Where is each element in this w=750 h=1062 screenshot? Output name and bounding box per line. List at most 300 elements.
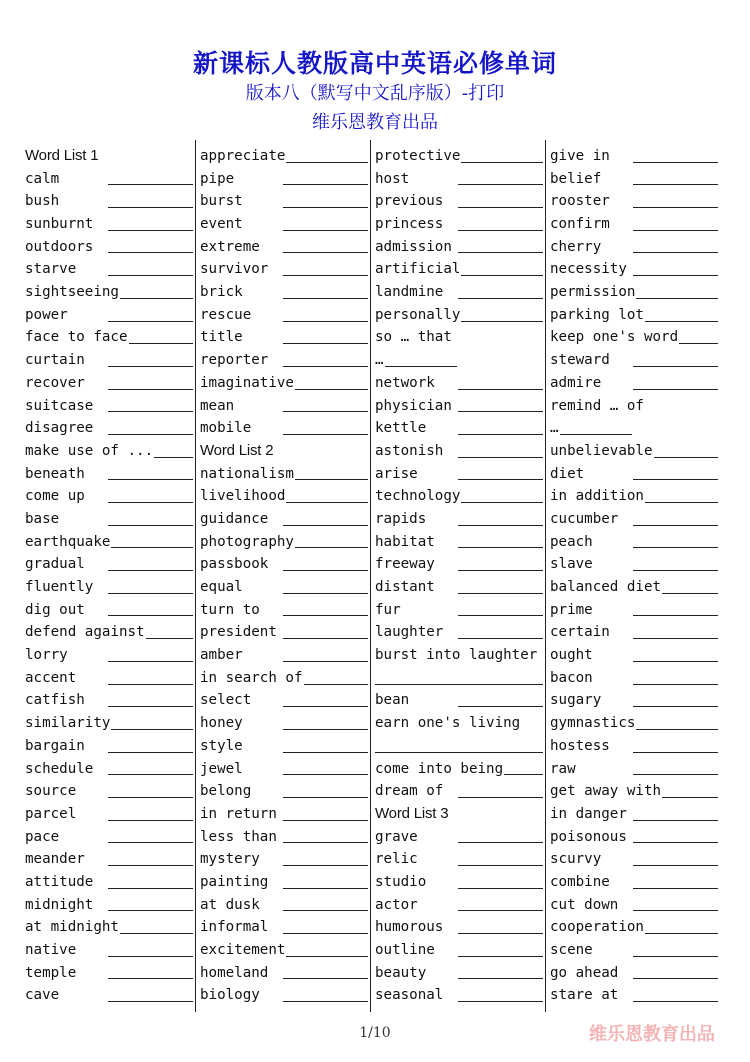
answer-blank[interactable]: [458, 547, 543, 548]
answer-blank[interactable]: [458, 434, 543, 435]
word-row: [550, 417, 718, 440]
answer-blank[interactable]: [461, 502, 543, 503]
word-row: [200, 735, 368, 758]
answer-blank[interactable]: [108, 615, 193, 616]
answer-blank[interactable]: [108, 593, 193, 594]
answer-blank[interactable]: [458, 230, 543, 231]
vocabulary-word: peach: [550, 533, 593, 550]
answer-blank[interactable]: [295, 547, 368, 548]
word-row: [550, 984, 718, 1007]
vocabulary-word: event: [200, 216, 243, 233]
word-row: [25, 644, 193, 667]
answer-blank[interactable]: [560, 434, 632, 435]
word-row: [550, 531, 718, 554]
answer-blank[interactable]: [458, 593, 543, 594]
answer-blank[interactable]: [633, 684, 718, 685]
vocabulary-word: protective: [375, 147, 461, 164]
answer-blank[interactable]: [108, 434, 193, 435]
word-list-heading: [375, 803, 543, 826]
word-row: [200, 826, 368, 849]
word-row: [25, 690, 193, 713]
word-row: [375, 145, 543, 168]
answer-blank[interactable]: [633, 389, 718, 390]
word-row: [25, 894, 193, 917]
answer-blank[interactable]: [108, 570, 193, 571]
vocabulary-word: rescue: [200, 306, 252, 323]
answer-blank[interactable]: [108, 207, 193, 208]
vocabulary-word: biology: [200, 987, 260, 1004]
answer-blank[interactable]: [146, 638, 193, 639]
answer-blank[interactable]: [108, 706, 193, 707]
vocabulary-word: fluently: [25, 579, 94, 596]
word-row: [550, 758, 718, 781]
vocabulary-word: get away with: [550, 783, 662, 800]
vocabulary-word: arise: [375, 465, 418, 482]
answer-blank[interactable]: [458, 389, 543, 390]
word-row: [200, 984, 368, 1007]
answer-blank[interactable]: [633, 706, 718, 707]
answer-blank[interactable]: [283, 888, 368, 889]
answer-blank[interactable]: [633, 752, 718, 753]
answer-blank[interactable]: [120, 298, 193, 299]
vocabulary-word: outdoors: [25, 238, 94, 255]
vocabulary-word: imaginative: [200, 374, 294, 391]
word-row: [550, 780, 718, 803]
vocabulary-word: previous: [375, 193, 444, 210]
answer-blank[interactable]: [458, 956, 543, 957]
vocabulary-word: cut down: [550, 896, 619, 913]
word-row: [375, 485, 543, 508]
vocabulary-word: habitat: [375, 533, 435, 550]
word-row: [200, 349, 368, 372]
word-row: [550, 372, 718, 395]
vocabulary-word: jewel: [200, 760, 243, 777]
answer-blank[interactable]: [129, 343, 194, 344]
answer-blank[interactable]: [283, 343, 368, 344]
answer-blank[interactable]: [283, 797, 368, 798]
answer-blank[interactable]: [458, 1001, 543, 1002]
answer-blank[interactable]: [458, 207, 543, 208]
vocabulary-word: survivor: [200, 261, 269, 278]
word-row: [550, 213, 718, 236]
answer-blank[interactable]: [504, 774, 543, 775]
vocabulary-word: bean: [375, 692, 410, 709]
answer-blank[interactable]: [108, 389, 193, 390]
answer-blank[interactable]: [283, 933, 368, 934]
answer-blank[interactable]: [662, 593, 718, 594]
vocabulary-word: lorry: [25, 647, 68, 664]
answer-blank[interactable]: [375, 684, 543, 685]
answer-blank[interactable]: [385, 366, 457, 367]
answer-blank[interactable]: [120, 933, 193, 934]
vocabulary-word: president: [200, 624, 277, 641]
vocabulary-word: less than: [200, 828, 277, 845]
answer-blank[interactable]: [633, 184, 718, 185]
answer-blank[interactable]: [108, 366, 193, 367]
word-column-2: [200, 145, 368, 1007]
vocabulary-word: beauty: [375, 964, 427, 981]
vocabulary-word: princess: [375, 216, 444, 233]
word-row: [375, 894, 543, 917]
word-row: [550, 735, 718, 758]
vocabulary-word: defend against: [25, 624, 145, 641]
word-row: [375, 190, 543, 213]
vocabulary-word: belief: [550, 170, 602, 187]
vocabulary-word: accent: [25, 669, 77, 686]
vocabulary-word: starve: [25, 261, 77, 278]
word-column-4: [550, 145, 718, 1007]
answer-blank[interactable]: [458, 797, 543, 798]
vocabulary-word: come up: [25, 488, 85, 505]
word-row: [25, 916, 193, 939]
vocabulary-word: burst: [200, 193, 243, 210]
word-row: [200, 281, 368, 304]
word-row: [375, 213, 543, 236]
word-row: [375, 962, 543, 985]
vocabulary-word: steward: [550, 352, 610, 369]
answer-blank[interactable]: [633, 888, 718, 889]
word-row: [25, 463, 193, 486]
answer-blank[interactable]: [283, 615, 368, 616]
word-row: [25, 349, 193, 372]
vocabulary-word: guidance: [200, 510, 269, 527]
answer-blank[interactable]: [645, 933, 718, 934]
word-row: [200, 599, 368, 622]
word-row: [550, 576, 718, 599]
word-row: [375, 826, 543, 849]
vocabulary-word: diet: [550, 465, 585, 482]
answer-blank[interactable]: [108, 774, 193, 775]
word-row: [200, 395, 368, 418]
answer-blank[interactable]: [283, 252, 368, 253]
word-row: [25, 395, 193, 418]
vocabulary-word: cave: [25, 987, 60, 1004]
answer-blank[interactable]: [283, 1001, 368, 1002]
word-row: [25, 531, 193, 554]
answer-blank[interactable]: [679, 343, 718, 344]
answer-blank[interactable]: [283, 230, 368, 231]
answer-blank[interactable]: [283, 638, 368, 639]
answer-blank[interactable]: [458, 298, 543, 299]
word-column-3: [375, 145, 543, 1007]
word-row: [200, 258, 368, 281]
answer-blank[interactable]: [461, 275, 543, 276]
answer-blank[interactable]: [633, 978, 718, 979]
vocabulary-word: power: [25, 306, 68, 323]
word-row: [550, 168, 718, 191]
vocabulary-word: in danger: [550, 805, 627, 822]
answer-blank[interactable]: [283, 570, 368, 571]
word-row: [375, 644, 543, 667]
answer-blank[interactable]: [108, 820, 193, 821]
answer-blank[interactable]: [283, 525, 368, 526]
vocabulary-word: sugary: [550, 692, 602, 709]
answer-blank[interactable]: [633, 615, 718, 616]
answer-blank[interactable]: [108, 797, 193, 798]
vocabulary-word: certain: [550, 624, 610, 641]
word-row: [375, 712, 543, 735]
answer-blank[interactable]: [283, 752, 368, 753]
word-row: [200, 168, 368, 191]
answer-blank[interactable]: [645, 321, 718, 322]
word-row: [375, 553, 543, 576]
word-row: [550, 281, 718, 304]
answer-blank[interactable]: [633, 1001, 718, 1002]
answer-blank[interactable]: [283, 275, 368, 276]
answer-blank[interactable]: [108, 888, 193, 889]
vocabulary-word: necessity: [550, 261, 627, 278]
answer-blank[interactable]: [108, 865, 193, 866]
word-row: [550, 304, 718, 327]
answer-blank[interactable]: [633, 207, 718, 208]
answer-blank[interactable]: [458, 570, 543, 571]
answer-blank[interactable]: [283, 661, 368, 662]
answer-blank[interactable]: [283, 820, 368, 821]
answer-blank[interactable]: [108, 479, 193, 480]
answer-blank[interactable]: [283, 434, 368, 435]
vocabulary-word: style: [200, 737, 243, 754]
vocabulary-word: admission: [375, 238, 452, 255]
answer-blank[interactable]: [662, 797, 718, 798]
answer-blank[interactable]: [108, 910, 193, 911]
word-row: [200, 644, 368, 667]
answer-blank[interactable]: [283, 978, 368, 979]
answer-blank[interactable]: [633, 910, 718, 911]
answer-blank[interactable]: [283, 411, 368, 412]
answer-blank[interactable]: [108, 252, 193, 253]
word-row: [550, 349, 718, 372]
vocabulary-word: base: [25, 510, 60, 527]
answer-blank[interactable]: [633, 661, 718, 662]
answer-blank[interactable]: [645, 502, 718, 503]
vocabulary-word: in addition: [550, 488, 644, 505]
word-row: [25, 327, 193, 350]
answer-blank[interactable]: [283, 842, 368, 843]
answer-blank[interactable]: [654, 457, 719, 458]
answer-blank[interactable]: [458, 706, 543, 707]
vocabulary-word: earthquake: [25, 533, 111, 550]
word-row: [25, 236, 193, 259]
answer-blank[interactable]: [108, 956, 193, 957]
answer-blank[interactable]: [283, 298, 368, 299]
answer-blank[interactable]: [283, 865, 368, 866]
answer-blank[interactable]: [111, 729, 193, 730]
answer-blank[interactable]: [108, 525, 193, 526]
word-row: [200, 667, 368, 690]
answer-blank[interactable]: [108, 321, 193, 322]
word-row: [375, 916, 543, 939]
answer-blank[interactable]: [458, 184, 543, 185]
answer-blank[interactable]: [458, 638, 543, 639]
answer-blank[interactable]: [458, 888, 543, 889]
answer-blank[interactable]: [458, 978, 543, 979]
word-row: [200, 803, 368, 826]
word-row: [550, 236, 718, 259]
answer-blank[interactable]: [108, 842, 193, 843]
vocabulary-word: balanced diet: [550, 579, 662, 596]
vocabulary-word: so … that: [375, 329, 452, 346]
answer-blank[interactable]: [633, 230, 718, 231]
answer-blank[interactable]: [633, 865, 718, 866]
answer-blank[interactable]: [108, 275, 193, 276]
vocabulary-word: remind … of: [550, 397, 644, 414]
word-row: [375, 417, 543, 440]
answer-blank[interactable]: [283, 729, 368, 730]
answer-blank[interactable]: [461, 162, 543, 163]
answer-blank[interactable]: [461, 321, 543, 322]
word-row: [25, 553, 193, 576]
word-row: [25, 281, 193, 304]
answer-blank[interactable]: [108, 411, 193, 412]
answer-blank[interactable]: [375, 752, 543, 753]
answer-blank[interactable]: [633, 162, 718, 163]
answer-blank[interactable]: [633, 275, 718, 276]
answer-blank[interactable]: [108, 1001, 193, 1002]
vocabulary-word: calm: [25, 170, 60, 187]
publisher-watermark: 维乐恩教育出品: [589, 1024, 715, 1045]
vocabulary-word: gradual: [25, 556, 85, 573]
vocabulary-word: reporter: [200, 352, 269, 369]
vocabulary-word: livelihood: [200, 488, 286, 505]
vocabulary-word: go ahead: [550, 964, 619, 981]
answer-blank[interactable]: [458, 842, 543, 843]
answer-blank[interactable]: [633, 842, 718, 843]
word-row: [550, 916, 718, 939]
word-row: [550, 690, 718, 713]
word-list-title: Word List 2: [200, 441, 274, 459]
answer-blank[interactable]: [108, 184, 193, 185]
answer-blank[interactable]: [458, 933, 543, 934]
word-row: [550, 553, 718, 576]
vocabulary-word: ought: [550, 647, 593, 664]
answer-blank[interactable]: [636, 298, 718, 299]
word-row: [200, 417, 368, 440]
answer-blank[interactable]: [108, 752, 193, 753]
answer-blank[interactable]: [633, 366, 718, 367]
answer-blank[interactable]: [286, 162, 368, 163]
answer-blank[interactable]: [633, 570, 718, 571]
vocabulary-word: meander: [25, 851, 85, 868]
word-row: [375, 508, 543, 531]
word-list-title: Word List 1: [25, 146, 99, 164]
answer-blank[interactable]: [108, 978, 193, 979]
answer-blank[interactable]: [286, 956, 368, 957]
word-row: [25, 848, 193, 871]
answer-blank[interactable]: [283, 184, 368, 185]
answer-blank[interactable]: [458, 865, 543, 866]
answer-blank[interactable]: [633, 820, 718, 821]
vocabulary-word: laughter: [375, 624, 444, 641]
answer-blank[interactable]: [108, 661, 193, 662]
answer-blank[interactable]: [108, 684, 193, 685]
answer-blank[interactable]: [283, 593, 368, 594]
answer-blank[interactable]: [633, 547, 718, 548]
answer-blank[interactable]: [458, 910, 543, 911]
vocabulary-word: burst into laughter: [375, 647, 538, 664]
answer-blank[interactable]: [633, 956, 718, 957]
word-row: [375, 463, 543, 486]
answer-blank[interactable]: [295, 479, 368, 480]
answer-blank[interactable]: [283, 207, 368, 208]
word-row: [25, 190, 193, 213]
answer-blank[interactable]: [458, 457, 543, 458]
word-row: [25, 826, 193, 849]
answer-blank[interactable]: [304, 684, 369, 685]
word-row: [200, 463, 368, 486]
vocabulary-word: honey: [200, 715, 243, 732]
word-row: [375, 349, 543, 372]
answer-blank[interactable]: [283, 366, 368, 367]
answer-blank[interactable]: [633, 774, 718, 775]
answer-blank[interactable]: [458, 252, 543, 253]
vocabulary-word: bargain: [25, 737, 85, 754]
word-row: [550, 894, 718, 917]
vocabulary-word: in search of: [200, 669, 303, 686]
answer-blank[interactable]: [283, 706, 368, 707]
answer-blank[interactable]: [108, 230, 193, 231]
vocabulary-word: at midnight: [25, 919, 119, 936]
answer-blank[interactable]: [295, 389, 368, 390]
vocabulary-word: technology: [375, 488, 461, 505]
word-row: [25, 871, 193, 894]
answer-blank[interactable]: [633, 479, 718, 480]
word-row: [25, 667, 193, 690]
vocabulary-word: cucumber: [550, 510, 619, 527]
answer-blank[interactable]: [283, 321, 368, 322]
answer-blank[interactable]: [458, 479, 543, 480]
vocabulary-word: keep one's word: [550, 329, 679, 346]
vocabulary-word: physician: [375, 397, 452, 414]
vocabulary-word: stare at: [550, 987, 619, 1004]
word-row: [25, 213, 193, 236]
answer-blank[interactable]: [154, 457, 193, 458]
vocabulary-word: pace: [25, 828, 60, 845]
answer-blank[interactable]: [458, 525, 543, 526]
column-divider: [545, 140, 546, 1012]
word-row: [375, 168, 543, 191]
answer-blank[interactable]: [633, 638, 718, 639]
word-row: [200, 576, 368, 599]
word-row: [200, 553, 368, 576]
word-row: [375, 758, 543, 781]
vocabulary-word: extreme: [200, 238, 260, 255]
word-row: [200, 780, 368, 803]
vocabulary-word: humorous: [375, 919, 444, 936]
word-row: [550, 258, 718, 281]
vocabulary-word: pipe: [200, 170, 235, 187]
answer-blank[interactable]: [108, 502, 193, 503]
vocabulary-word: in return: [200, 805, 277, 822]
answer-blank[interactable]: [111, 547, 193, 548]
answer-blank[interactable]: [636, 729, 718, 730]
vocabulary-word: gymnastics: [550, 715, 636, 732]
answer-blank[interactable]: [633, 252, 718, 253]
answer-blank[interactable]: [283, 774, 368, 775]
word-row: [25, 576, 193, 599]
answer-blank[interactable]: [458, 615, 543, 616]
answer-blank[interactable]: [283, 910, 368, 911]
word-row: [550, 463, 718, 486]
word-row: [375, 939, 543, 962]
word-list-title: Word List 3: [375, 804, 449, 822]
word-row: [375, 258, 543, 281]
vocabulary-word: disagree: [25, 420, 94, 437]
answer-blank[interactable]: [286, 502, 368, 503]
answer-blank[interactable]: [633, 525, 718, 526]
answer-blank[interactable]: [458, 411, 543, 412]
vocabulary-word: informal: [200, 919, 269, 936]
word-row: [550, 644, 718, 667]
